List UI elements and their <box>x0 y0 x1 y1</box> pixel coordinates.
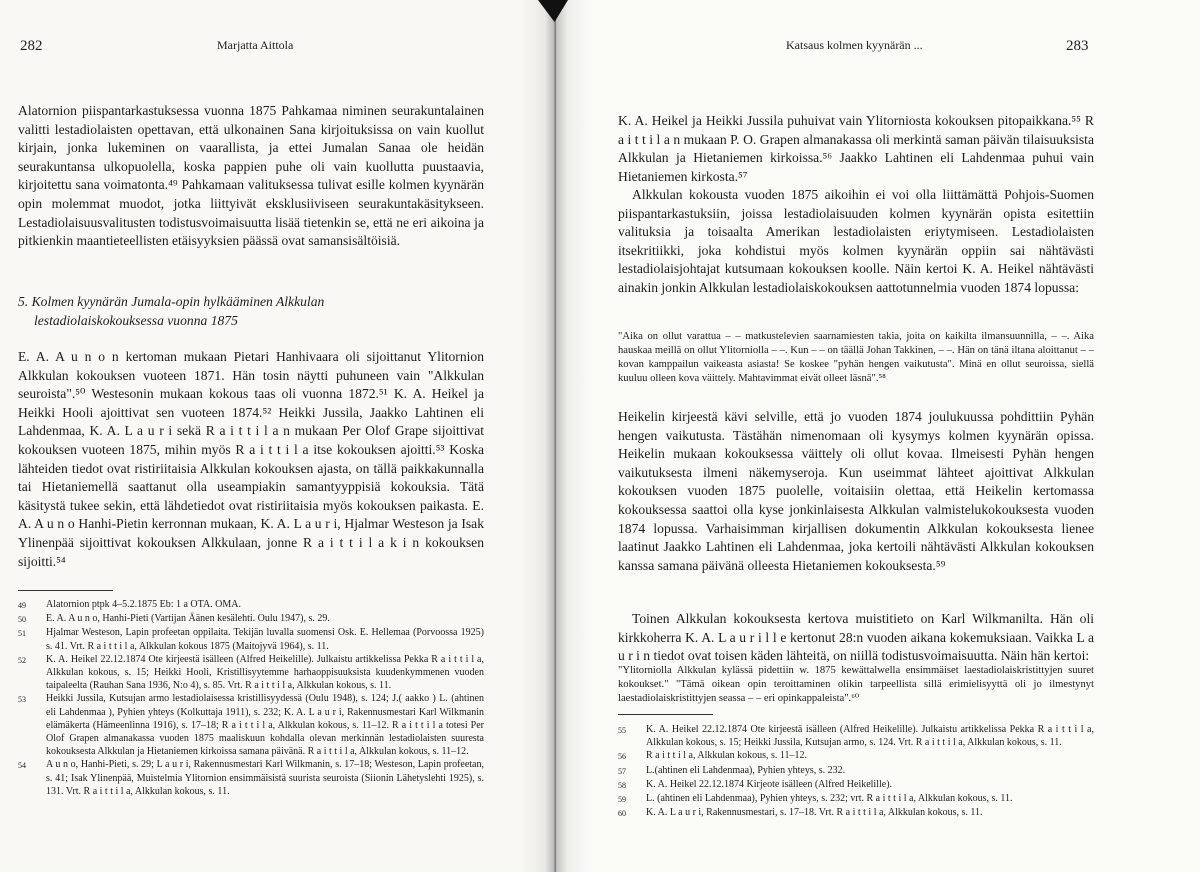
footnote-number: 49 <box>18 601 26 610</box>
right-paragraph-2: Alkkulan kokousta vuoden 1875 aikoihin ei voi olla liittämättä Pohjois-Suomen piispantarkastuksiin, joissa lestadiolaisuuden kolmen kyynärän opista esitettiin valituksia ja toisaalta Amerikan lestadiolaisten eriytymiseen. Lestadiolaisten itsekritiikki, joka kohdistui myös kolmen kyynärän oppiin sai nähtävästi lestadiolaisjohtajat kutsumaan kokouksen koolle. Näin kertoi K. A. Heikel nähtävästi ainakin jonkin Alkkulan lestadiolaiskokouksen aattotunnelmia vuoden 1874 lopussa: <box>618 187 1094 295</box>
footnote-number: 52 <box>18 655 26 665</box>
footnote <box>18 758 484 798</box>
footnote-number: 59 <box>618 795 626 805</box>
section-title-line-1: 5. Kolmen kyynärän Jumala-opin hylkääminen Alkkulan <box>18 294 325 309</box>
right-page <box>556 0 1200 872</box>
footnote-text: L.(ahtinen eli Lahdenmaa), Pyhien yhteys, s. 232. <box>646 764 846 776</box>
right-paragraph-4: Toinen Alkkulan kokouksesta kertova muistitieto on Karl Wilkmanilta. Hän oli kirkkoherra K. A. L a u r i l l e kertonut 28:n vuoden aikana kokemuksiaan. Vaikka L a u r i n tiedot ovat toisen käden lähteitä, on niillä todistusvoimaisuutta. Näin hän kertoi: <box>618 611 1094 664</box>
right-page-number: 283 <box>1066 38 1089 54</box>
left-page <box>0 0 556 872</box>
section-paragraph: E. A. A u n o n kertoman mukaan Pietari Hanhivaara oli sijoittanut Ylitornion Alkkulan kokouksen vuoteen 1871. Hän tosin näytti puhuneen vain "Alkkulan seuroista".⁵⁰ Westesonin mukaan kokous taas oli vuonna 1872.⁵¹ K. A. Heikel ja Heikki Hooli ajoittivat sen vuoteen 1874.⁵² Heikki Jussila, Jaakko Lahtinen eli Lahdenmaa, K. A. L a u r i sekä R a i t t i l a n mukaan Per Olof Grape sijoittivat kokouksen vuoteen 1875, mihin myös R a i t t i l a itse kokouksen ajoitti.⁵³ Koska lähteiden tiedot ovat ristiriitaisia Alkkulan kokouksen ajasta, on tällä paikkakunnalla tai Hietaniemellä saattanut olla useampiakin samantyyppisiä kokouksia. Tätä käsitystä tukee sekin, että lähdetiedot ovat ristiriitaisia myös kokouksen paikasta. E. A. A u n o Hanhi-Pietin kerronnan mukaan, K. A. L a u r i, Hjalmar Westeson ja Isak Ylinenpää sijoittivat kokouksen Alkkulaan, jonne R a i t t i l a k i n kokouksen sijoitti.⁵⁴ <box>18 349 484 569</box>
quote-1: "Aika on ollut varattua – – matkustelevien saarnamiesten takia, joita on kaikilta ilmansuunnilla, – –. Aika hauskaa meillä on ollut Ylitorniolla – –. Kun – – on täällä Johan Takkinen, – –. Hän on tänä iltana aloittanut – – kovan kamppailun vaikeasta asiasta! Se koskee "pyhän hengen vaikutusta". Minä en ollut seuroissa, siellä kuuluu olleen kova väittely. Mahtavimmat eivät olleet läsnä".⁵⁸ <box>618 331 1094 384</box>
footnote-text: A u n o, Hanhi-Pieti, s. 29; L a u r i, Rakennusmestari Karl Wilkmanin, s. 17–18; Westeson, Lapin profeetan, s. 41; Isak Ylinenpää, Muistelmia Ylitornion ensimmäisistä suurista seuroista (Siionin Lähetyslehti 1925), s. 131. Vrt. R a i t t i l a, Alkkulan kokous, s. 11. <box>46 759 484 797</box>
footnote-text: Heikki Jussila, Kutsujan armo lestadiolaisessa kristillisyydessä (Oulu 1948), s. 124; J.( aakko ) L. (ahtinen eli Lahdenmaa ), Pyhien yhteys (Kolkuttaja 1911), s. 232; K. A. L a u r i, Rakennusmestari Karl Wilkmanin elämäkerta (Hämeenlinna 1916), s. 17–18; R a i t t i l a, Alkkulan kokous, s. 11–12. R a i t t i l a totesi Per Olof Grapen almanakassa vuoden 1875 maaliskuun kohdalla olevan merkinnän lestadiolaisten suuresta kokouksesta Alkkulan ja Hietaniemen kirkoissa samana päivänä. R a i t t i l a, Alkkulan kokous, s. 11–12. <box>46 693 484 758</box>
footnote <box>618 806 1094 820</box>
footnote-number: 57 <box>618 766 626 776</box>
footnote <box>18 626 484 652</box>
right-paragraph-1: K. A. Heikel ja Heikki Jussila puhuivat vain Ylitorniosta kokouksen pitopaikkana.⁵⁵ R a i t t i l a n mukaan P. O. Grapen almanakassa oli merkintä saman päivän tilaisuuksista Alkkulan ja Hietaniemen kirkoissa.⁵⁶ Jaakko Lahtinen eli Lahdenmaa puhui vain Hietaniemen kirkosta.⁵⁷ <box>618 113 1094 184</box>
footnote <box>18 612 484 626</box>
footnote-number: 51 <box>18 629 26 639</box>
footnote-text: K. A. Heikel 22.12.1874 Kirjeote isälleen (Alfred Heikelille). <box>646 778 893 790</box>
footnote-text: E. A. A u n o, Hanhi-Pieti (Vartijan Äänen kesälehti. Oulu 1947), s. 29. <box>46 613 330 625</box>
footnote-text: Hjalmar Westeson, Lapin profeetan oppilaita. Tekijän luvalla suomensi Osk. E. Hellemaa (Porvoossa 1925) s. 41. Vrt. R a i t t i l a, Alkkulan kokous 1875 (Maitojyvä 1964), s. 11. <box>46 627 484 652</box>
footnote <box>618 723 1094 749</box>
footnote-text: L. (ahtinen eli Lahdenmaa), Pyhien yhteys, s. 232; vrt. R a i t t i l a, Alkkulan kokous, s. 11. <box>646 793 1013 805</box>
footnote-number: 55 <box>618 726 626 735</box>
footnote <box>618 778 1094 792</box>
left-running-head: Marjatta Aittola <box>217 38 294 52</box>
left-footnotes <box>18 598 484 798</box>
footnote-number: 50 <box>18 615 26 625</box>
quote-2: "Ylitorniolla Alkkulan kylässä pidettiin w. 1875 kewättalwella ensimmäiset laestadiolaiskristittyjen suuret kokoukset." "Tämä oikean opin teroittaminen olikin tarpeellista sillä erimielisyyttä oli jo ilmestynyt laestadiolaiskristittyjen seassa – – eri opinkappaleista".⁶⁰ <box>618 665 1094 704</box>
footnote-text: K. A. Heikel 22.12.1874 Ote kirjeestä isälleen (Alfred Heikelille). Julkaistu artikkelissa Pekka R a i t t i l a, Alkkulan kokous, s. 15; Heikki Jussila, Kutsujan armo, s. 124. Vrt. R a i t t i l a, Alkkulan kokous, s. 11. <box>646 724 1094 749</box>
footnote <box>18 598 484 612</box>
footnote-text: K. A. L a u r i, Rakennusmestari, s. 17–18. Vrt. R a i t t i l a, Alkkulan kokous, s. 11. <box>646 807 983 819</box>
footnote <box>618 764 1094 778</box>
right-footnote-rule <box>618 714 713 715</box>
footnote-number: 56 <box>618 752 626 762</box>
footnote-number: 54 <box>18 761 26 771</box>
footnote <box>618 749 1094 763</box>
footnote-text: R a i t t i l a, Alkkulan kokous, s. 11–12. <box>646 750 808 762</box>
footnote-number: 60 <box>618 809 626 819</box>
footnote <box>618 792 1094 806</box>
footnote <box>18 653 484 693</box>
section-title <box>18 293 484 330</box>
right-paragraph-3: Heikelin kirjeestä kävi selville, että jo vuoden 1874 joulukuussa pohdittiin Pyhän hengen vaikutusta. Tästähän nimenomaan oli kysymys kolmen kyynärän opissa. Heikelin mukaan kokouksessa väittely oli ollut kovaa. Ilmeisesti Pyhän hengen vaikutuksesta ilmeni näkemyseroja. Kun useimmat lähteet ajoittivat Alkkulan kokouksen vuoden 1875 puolelle, voitaisiin olettaa, että Heikelin kertomassa kokouksessa saattoi olla kyse jonkinlaisesta Alkkulan valmistelukokouksesta vuoden 1874 lopussa. Varhaisimman kirjallisen dokumentin Alkkulan kokouksesta lienee laatinut Jaakko Lahtinen eli Lahdenmaa, joka kertoili nähtävästi Alkkulan kokouksen kanssa samana päivänä olleesta Hietaniemen kokouksesta.⁵⁹ <box>618 409 1094 573</box>
footnote-text: K. A. Heikel 22.12.1874 Ote kirjeestä isälleen (Alfred Heikelille). Julkaistu artikkelissa Pekka R a i t t i l a, Alkkulan kokous, s. 15; Heikki Hooli, Kristillisyytemme harhaoppisuuksista kuudenkymmenen vuoden taipaleelta (Rauhan Sana 1936, N:o 4), s. 85. Vrt. R a i t t i l a, Alkkulan kokous, s. 11. <box>46 653 484 692</box>
footnote-text: Alatornion ptpk 4–5.2.1875 Eb: 1 a OTA. OMA. <box>46 599 242 610</box>
footnote-number: 53 <box>18 695 26 705</box>
right-footnotes <box>618 723 1094 820</box>
left-page-number: 282 <box>20 38 43 54</box>
footnote-number: 58 <box>618 780 626 790</box>
section-title-line-2: lestadiolaiskokouksessa vuonna 1875 <box>34 312 238 328</box>
footnote-rule <box>18 590 113 591</box>
right-running-head: Katsaus kolmen kyynärän ... <box>786 38 923 52</box>
footnote <box>18 692 484 758</box>
intro-paragraph: Alatornion piispantarkastuksessa vuonna 1875 Pahkamaa niminen seurakuntalainen valitti lestadiolaisten opettavan, että ulkonainen Sana kirjoituksissa on vain kuollut kirjain, jonka lukeminen on vaarallista, ja ettei Jumalan Sanaa ole heidän seurakuntansa ulkopuolella, koska pappien puhe oli vain kuollutta puustaavia, kirjoitettu sana voimatonta.⁴⁹ Pahkamaan valituksessa tulivat esille kolmen kyynärän opin molemmat muodot, jotka liittyivät eksklusiiviseen seurakuntakäsitykseen. Lestadiolaisuusvalitusten todistusvoimaisuutta lisää tietenkin se, että ne eri aikoina ja pitkienkin maantieteellisten etäisyyksien päässä ovat samansisältöisiä. <box>18 103 484 249</box>
